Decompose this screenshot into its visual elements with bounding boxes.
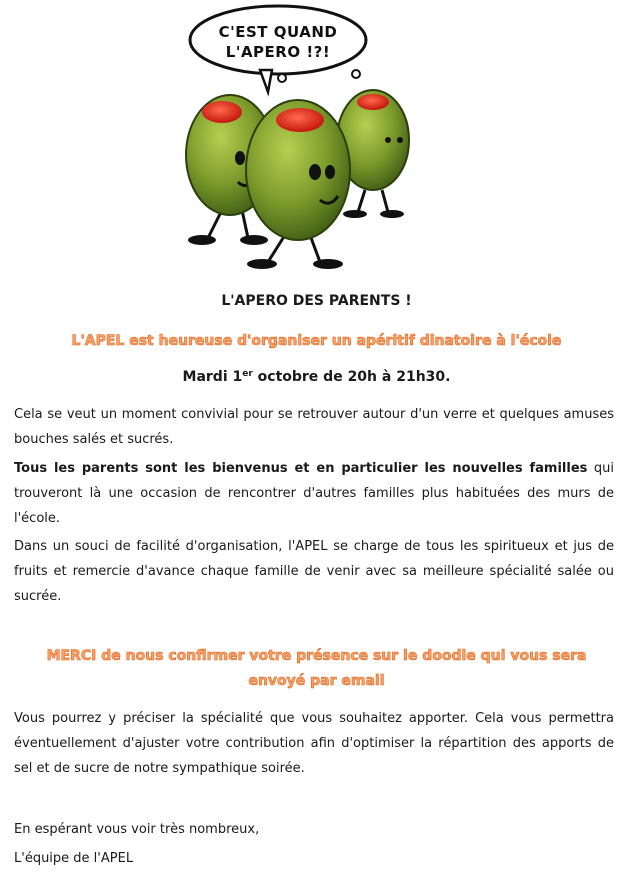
- speech-bubble: [190, 6, 366, 92]
- date-superscript: er: [242, 369, 253, 379]
- signature: L'équipe de l'APEL: [14, 851, 134, 866]
- paragraph-organisation: Dans un souci de facilité d'organisation, l'APEL se charge de tous les spiritueux et jus de fruits et remercie d'avance chaque famille de venir avec sa meilleure spécialité salée ou sucrée.: [14, 539, 614, 604]
- subtitle: L'APEL est heureuse d'organiser un apéritif dinatoire à l'école: [71, 333, 562, 349]
- paragraph-welcome: [14, 456, 614, 531]
- paragraph-welcome-bold: Tous les parents sont les bienvenus et en particulier les nouvelles familles: [14, 461, 588, 476]
- olives-illustration: [160, 0, 440, 280]
- paragraph-welcome-rest: qui trouveront là une occasion de rencontrer d'autres familles plus habituées des murs de l'école.: [14, 461, 614, 526]
- date-prefix: Mardi 1: [182, 369, 243, 385]
- page-title: L'APERO DES PARENTS !: [221, 293, 412, 309]
- merci-line-2: envoyé par email: [248, 673, 385, 689]
- date-suffix: octobre de 20h à 21h30.: [252, 369, 451, 385]
- merci-line-1: MERCI de nous confirmer votre présence sur le doodle qui vous sera: [46, 648, 587, 664]
- paragraph-speciality: Vous pourrez y préciser la spécialité que vous souhaitez apporter. Cela vous permettra éventuellement d'ajuster votre contribution afin d'optimiser la répartition des apports de sel et de sucre de notre sympathique soirée.: [14, 711, 614, 776]
- bubble-line-1: C'EST QUAND: [218, 23, 338, 41]
- bubble-line-2: L'APERO !?!: [225, 43, 331, 61]
- event-date: [0, 369, 633, 385]
- closing-line: En espérant vous voir très nombreux,: [14, 822, 260, 837]
- paragraph-intro: Cela se veut un moment convivial pour se retrouver autour d'un verre et quelques amuses bouches salés et sucrés.: [14, 407, 614, 447]
